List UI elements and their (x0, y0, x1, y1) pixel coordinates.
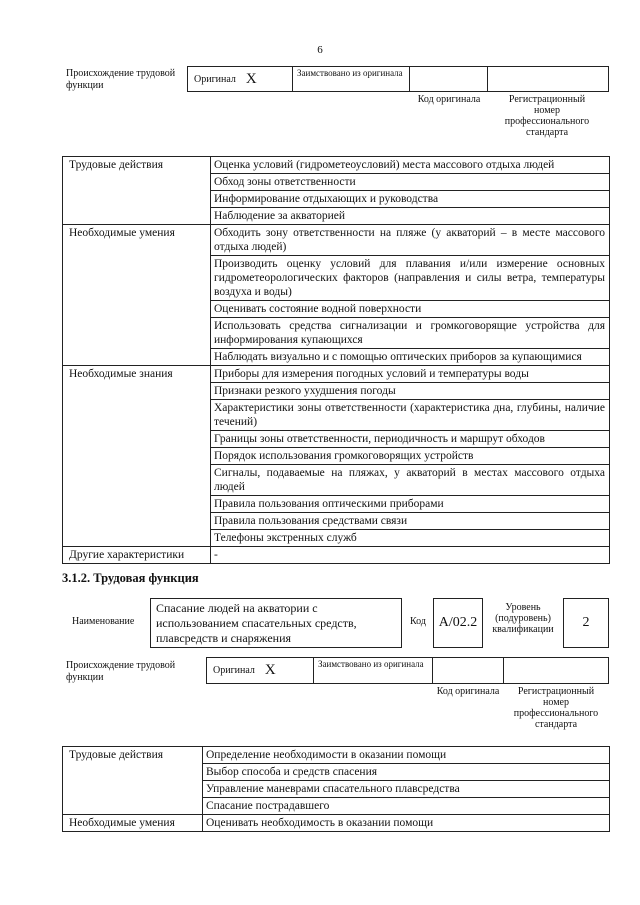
table-cell: Характеристики зоны ответственности (характеристика дна, глубины, наличие течений) (211, 400, 610, 431)
table-cell: Спасание пострадавшего (203, 798, 610, 815)
original-label: Оригинал (194, 73, 236, 85)
table-row (63, 366, 610, 383)
function-code-box (433, 598, 483, 648)
table-row (63, 815, 610, 832)
borrowed-label: Заимствовано из оригинала (318, 659, 424, 669)
table-cell: Наблюдать визуально и с помощью оптических приборов за купающимися (211, 349, 610, 366)
table-row (63, 547, 610, 564)
table-cell: Использовать средства сигнализации и громкоговорящие устройства для информирования купающихся (211, 318, 610, 349)
labor-function-table-1 (62, 156, 610, 564)
function-name-box (150, 598, 402, 648)
row-header: Необходимые умения (63, 815, 203, 832)
origin-label: Происхождение трудовой функции (66, 660, 176, 683)
row-header: Трудовые действия (63, 747, 203, 815)
table-cell: Определение необходимости в оказании помощи (203, 747, 610, 764)
name-label: Наименование (72, 616, 135, 627)
section-title: 3.1.2. Трудовая функция (62, 571, 199, 585)
original-code-cell (432, 657, 504, 684)
table-cell: Оценивать состояние водной поверхности (211, 301, 610, 318)
table-cell: Телефоны экстренных служб (211, 530, 610, 547)
table-cell: Обход зоны ответственности (211, 174, 610, 191)
level-box (563, 598, 609, 648)
code-caption: Код оригинала (436, 686, 500, 697)
original-code-cell (409, 66, 488, 92)
function-code: А/02.2 (438, 615, 478, 630)
origin-label: Происхождение трудовой функции (66, 68, 176, 91)
borrowed-label: Заимствовано из оригинала (297, 68, 403, 78)
original-cell (187, 66, 293, 92)
level-value: 2 (582, 615, 590, 630)
row-header: Другие характеристики (63, 547, 211, 564)
code-label: Код (410, 616, 426, 627)
table-cell: Правила пользования средствами связи (211, 513, 610, 530)
table-cell: Оценивать необходимость в оказании помощи (203, 815, 610, 832)
original-cell (206, 657, 314, 684)
borrowed-cell (313, 657, 433, 684)
level-label: Уровень (подуровень) квалификации (492, 602, 554, 635)
table-cell: Наблюдение за акваторией (211, 208, 610, 225)
table-cell: Обходить зону ответственности на пляже (у акваторий – в месте массового отдыха людей) (211, 225, 610, 256)
table-cell: Сигналы, подаваемые на пляжах, у акваторий в местах массового отдыха людей (211, 465, 610, 496)
original-mark: X (245, 70, 257, 87)
table-cell: Признаки резкого ухудшения погоды (211, 383, 610, 400)
code-caption: Код оригинала (417, 94, 481, 105)
row-header: Трудовые действия (63, 157, 211, 225)
table-cell: Выбор способа и средств спасения (203, 764, 610, 781)
row-header: Необходимые умения (63, 225, 211, 366)
reg-number-cell (487, 66, 609, 92)
row-header: Необходимые знания (63, 366, 211, 547)
reg-caption: Регистрационный номер профессионального стандарта (504, 94, 590, 138)
table-cell: Производить оценку условий для плавания и/или измерение основных гидрометеорологических факторов (направления и силы ветра, температуры воздуха и воды) (211, 256, 610, 301)
table-cell: Правила пользования оптическими приборами (211, 496, 610, 513)
table-cell: Оценка условий (гидрометеоусловий) места массового отдыха людей (211, 157, 610, 174)
table-row (63, 225, 610, 256)
labor-function-table-2 (62, 746, 610, 832)
function-name: Спасание людей на акватории с использованием спасательных средств, плавсредств и снаряжения (156, 601, 357, 645)
table-cell: Порядок использования громкоговорящих устройств (211, 448, 610, 465)
table-cell: Границы зоны ответственности, периодичность и маршрут обходов (211, 431, 610, 448)
original-label: Оригинал (213, 665, 255, 676)
original-mark: X (264, 662, 276, 678)
page-number: 6 (317, 44, 323, 56)
table-cell: - (211, 547, 610, 564)
borrowed-cell (292, 66, 410, 92)
reg-number-cell (503, 657, 609, 684)
table-row (63, 747, 610, 764)
table-row (63, 157, 610, 174)
reg-caption: Регистрационный номер профессионального стандарта (513, 686, 599, 730)
table-cell: Приборы для измерения погодных условий и температуры воды (211, 366, 610, 383)
table-cell: Информирование отдыхающих и руководства (211, 191, 610, 208)
table-cell: Управление маневрами спасательного плавсредства (203, 781, 610, 798)
